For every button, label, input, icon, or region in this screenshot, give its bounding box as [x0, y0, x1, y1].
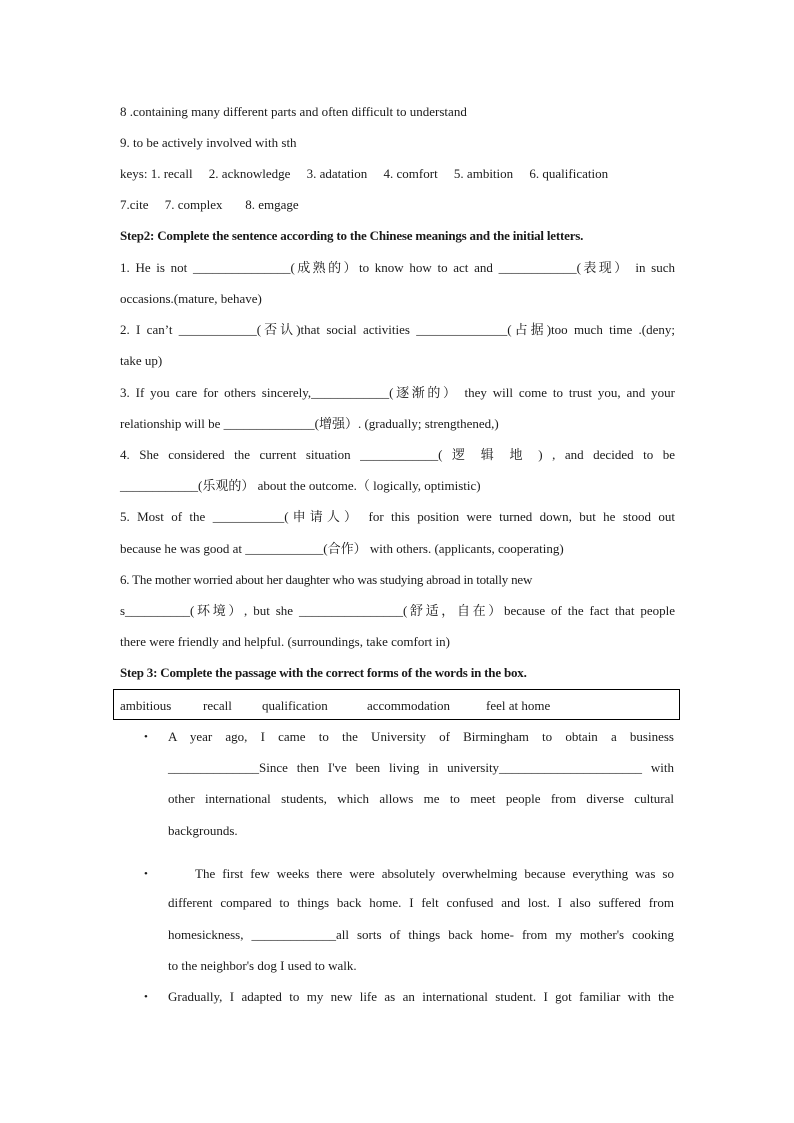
step2-line: there were friendly and helpful. (surroundings, take comfort in): [120, 634, 450, 649]
word-box-item: accommodation: [367, 698, 451, 713]
answer-keys-line-1: keys: 1. recall 2. acknowledge 3. adatation 4. comfort 5. ambition 6. qualification: [120, 166, 609, 181]
passage-line: homesickness, _____________all sorts of things back home- from my mother's cooking: [168, 927, 674, 942]
passage-line: other international students, which allows me to meet people from diverse cultural: [168, 791, 674, 806]
definition-item-8: 8 .containing many different parts and often difficult to understand: [120, 104, 467, 119]
word-box-item: ambitious: [120, 698, 172, 713]
step2-line: 1. He is not _______________(成熟的）to know how to act and ____________(表现） in such: [120, 260, 675, 275]
bullet-marker: •: [144, 731, 148, 743]
passage-line: The first few weeks there were absolutely overwhelming because everything was so: [195, 866, 674, 881]
step2-line: occasions.(mature, behave): [120, 291, 262, 306]
step2-line: 4. She considered the current situation ____________( 逻 辑 地 ) , and decided to be: [120, 447, 675, 462]
step2-line: ____________(乐观的） about the outcome.（ logically, optimistic): [120, 478, 481, 493]
word-box-item: feel at home: [486, 698, 551, 713]
step2-line: s__________(环境）, but she ________________(舒适，自在）because of the fact that people: [120, 603, 675, 618]
answer-keys-line-2: 7.cite 7. complex 8. emgage: [120, 197, 299, 212]
word-box-item: recall: [203, 698, 232, 713]
word-box-item: qualification: [262, 698, 328, 713]
passage-line: A year ago, I came to the University of Birmingham to obtain a business: [168, 729, 674, 744]
passage-line: ______________Since then I've been living in university______________________ with: [168, 760, 674, 775]
step3-heading: Step 3: Complete the passage with the correct forms of the words in the box.: [120, 665, 527, 680]
step2-line: because he was good at ____________(合作） with others. (applicants, cooperating): [120, 541, 564, 556]
step2-line: 3. If you care for others sincerely,____________(逐渐的） they will come to trust you, and your: [120, 385, 675, 400]
passage-line: different compared to things back home. I felt confused and lost. I also suffered from: [168, 895, 674, 910]
passage-line: to the neighbor's dog I used to walk.: [168, 958, 357, 973]
step2-line: relationship will be ______________(增强）. (gradually; strengthened,): [120, 416, 499, 431]
word-box: [113, 689, 680, 720]
step2-line: 5. Most of the ___________(申请人） for this position were turned down, but he stood out: [120, 509, 675, 524]
step2-line: 2. I can’t ____________(否认)that social activities ______________(占据)too much time .(deny;: [120, 322, 675, 337]
passage-line: backgrounds.: [168, 823, 238, 838]
passage-line: Gradually, I adapted to my new life as an international student. I got familiar with the: [168, 989, 674, 1004]
step2-line: take up): [120, 353, 163, 368]
bullet-marker: •: [144, 868, 148, 880]
step2-heading: Step2: Complete the sentence according to the Chinese meanings and the initial letters.: [120, 228, 584, 243]
bullet-marker: •: [144, 991, 148, 1003]
definition-item-9: 9. to be actively involved with sth: [120, 135, 297, 150]
step2-line: 6. The mother worried about her daughter who was studying abroad in totally new: [120, 572, 533, 587]
